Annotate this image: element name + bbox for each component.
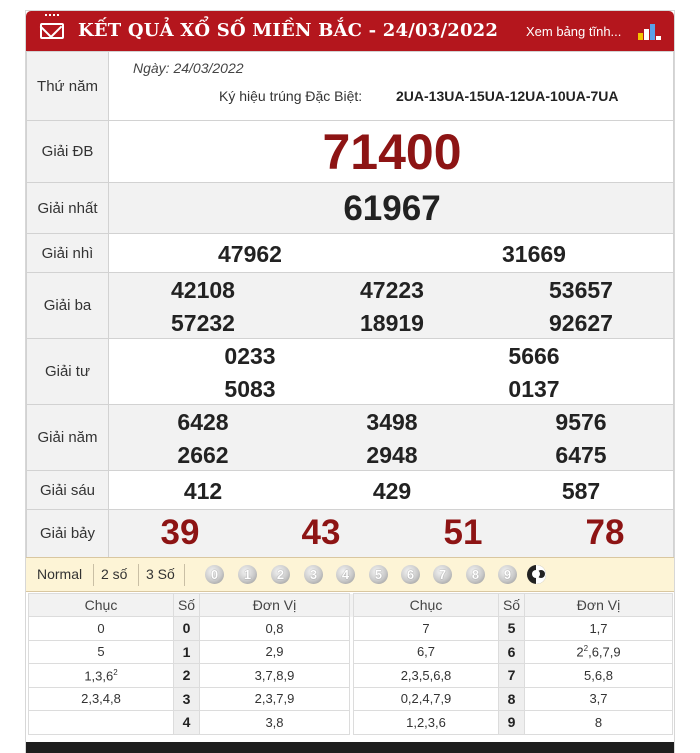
results-table [26,51,674,558]
prize-label-nhi: Giải nhì [27,234,109,273]
digit-cell: 1 [174,640,200,664]
prize-number: 412 [183,478,223,504]
prize-number: 42108 [171,277,235,303]
prize-number: 6428 [177,409,229,435]
prize-number: 0137 [508,376,560,402]
bar-chart-icon[interactable] [638,24,660,40]
tens-cell: 5 [29,640,174,664]
tens-cell: 6,7 [354,640,499,664]
head-tail-header [29,594,673,617]
digit-filter-1[interactable]: 1 [238,565,257,584]
digit-filter-4[interactable]: 4 [336,565,355,584]
column-header-chuc: Chục [354,594,499,617]
prize-number: 71400 [322,124,462,180]
digit-cell: 7 [499,664,525,688]
units-cell: 1,7 [525,617,673,641]
prize-row-tu [27,339,674,405]
column-header-so: Số [174,594,200,617]
prize-row-sau [27,471,674,510]
prize-values-nam [109,405,674,471]
draw-date: Ngày: 24/03/2022 [133,60,244,76]
digit-filter-2[interactable]: 2 [271,565,290,584]
digit-cell: 2 [174,664,200,688]
prize-values-bay [109,510,674,558]
panel-title: KẾT QUẢ XỔ SỐ MIỀN BẮC - 24/03/2022 [78,20,499,41]
digit-filter-7[interactable]: 7 [433,565,452,584]
filter-tab-normal[interactable]: Normal [37,566,83,582]
digit-filter-0[interactable]: 0 [205,565,224,584]
tens-cell: 2,3,5,6,8 [354,664,499,688]
column-header-so: Số [499,594,525,617]
prize-values-sau [109,471,674,510]
weekday-label: Thứ năm [27,52,109,121]
filter-divider [184,564,185,586]
prize-number: 587 [561,478,601,504]
table-row [29,664,673,688]
filter-divider [93,564,94,586]
head-tail-table [28,593,673,735]
prize-number: 78 [585,513,625,552]
prize-number: 31669 [502,241,566,267]
prize-number: 0233 [224,343,276,369]
prize-label-nhat: Giải nhất [27,183,109,234]
units-cell: 2,3,7,9 [200,687,350,711]
prize-number: 2662 [177,442,229,468]
tens-cell: 1,2,3,6 [354,711,499,735]
digit-cell: 5 [499,617,525,641]
prize-number: 39 [160,513,200,552]
units-cell: 3,7,8,9 [200,664,350,688]
prize-number: 3498 [366,409,418,435]
prize-values-tu [109,339,674,405]
tens-cell [29,664,174,688]
prize-number: 51 [443,513,483,552]
prize-values-ba [109,273,674,339]
tens-cell: 7 [354,617,499,641]
filter-tab-3-digits[interactable]: 3 Số [146,566,175,582]
units-cell: 8 [525,711,673,735]
prize-number: 2948 [366,442,418,468]
prize-number: 53657 [549,277,613,303]
prize-number: 5083 [224,376,276,402]
special-symbol-label: Ký hiệu trúng Đặc Biệt: [219,88,363,104]
table-row [29,640,673,664]
prize-row-bay [27,510,674,558]
table-row [29,617,673,641]
panel-header [26,11,674,51]
static-table-link[interactable]: Xem bảng tĩnh... [526,24,622,39]
prize-number: 57232 [171,310,235,336]
prize-row-ba [27,273,674,339]
filter-divider [138,564,139,586]
prize-row-db [27,121,674,183]
digit-filter-8[interactable]: 8 [466,565,485,584]
units-value: 2 [576,644,584,660]
digit-filter-5[interactable]: 5 [369,565,388,584]
prize-label-tu: Giải tư [27,339,109,405]
digit-filter-3[interactable]: 3 [304,565,323,584]
digit-filter-6[interactable]: 6 [401,565,420,584]
number-filter-bar [26,557,674,592]
prize-number: 6475 [555,442,607,468]
prize-values-nhat [109,183,674,234]
prize-label-sau: Giải sáu [27,471,109,510]
draw-info [109,52,674,121]
prize-number: 47223 [360,277,424,303]
digit-cell: 6 [499,640,525,664]
units-cell [525,640,673,664]
prize-number: 429 [372,478,412,504]
digit-cell: 0 [174,617,200,641]
prize-label-nam: Giải năm [27,405,109,471]
units-value: ,6,7,9 [588,644,621,660]
digit-cell: 3 [174,687,200,711]
prize-number: 18919 [360,310,424,336]
count-superscript: 2 [583,644,589,654]
table-row [29,711,673,735]
tens-value: 1,3,6 [84,667,114,683]
mail-icon [40,23,64,39]
column-header-donvi: Đơn Vị [525,594,673,617]
prize-number: 43 [301,513,341,552]
prize-values-db [109,121,674,183]
tens-cell: 2,3,4,8 [29,687,174,711]
results-panel [25,10,675,753]
prize-values-nhi [109,234,674,273]
yin-yang-icon[interactable] [527,565,546,584]
units-cell: 0,8 [200,617,350,641]
prize-row-nam [27,405,674,471]
tens-cell: 0,2,4,7,9 [354,687,499,711]
column-header-donvi: Đơn Vị [200,594,350,617]
prize-number: 9576 [555,409,607,435]
prize-label-bay: Giải bảy [27,510,109,558]
prize-number: 5666 [508,343,560,369]
units-cell: 5,6,8 [525,664,673,688]
prize-row-nhi [27,234,674,273]
prize-number: 47962 [218,241,282,267]
footer-bar [26,742,674,753]
table-row [29,687,673,711]
prize-label-db: Giải ĐB [27,121,109,183]
units-cell: 2,9 [200,640,350,664]
special-symbols: 2UA-13UA-15UA-12UA-10UA-7UA [396,88,619,104]
digit-cell: 8 [499,687,525,711]
column-header-chuc: Chục [29,594,174,617]
tens-cell: 0 [29,617,174,641]
prize-row-nhat [27,183,674,234]
units-cell: 3,8 [200,711,350,735]
digit-cell: 9 [499,711,525,735]
units-cell: 3,7 [525,687,673,711]
tens-cell [29,711,174,735]
prize-label-ba: Giải ba [27,273,109,339]
digit-cell: 4 [174,711,200,735]
prize-number: 61967 [343,189,441,228]
filter-tab-2-digits[interactable]: 2 số [101,566,128,582]
info-row [27,52,674,121]
prize-number: 92627 [549,310,613,336]
count-superscript: 2 [113,667,118,677]
digit-filter-9[interactable]: 9 [498,565,517,584]
